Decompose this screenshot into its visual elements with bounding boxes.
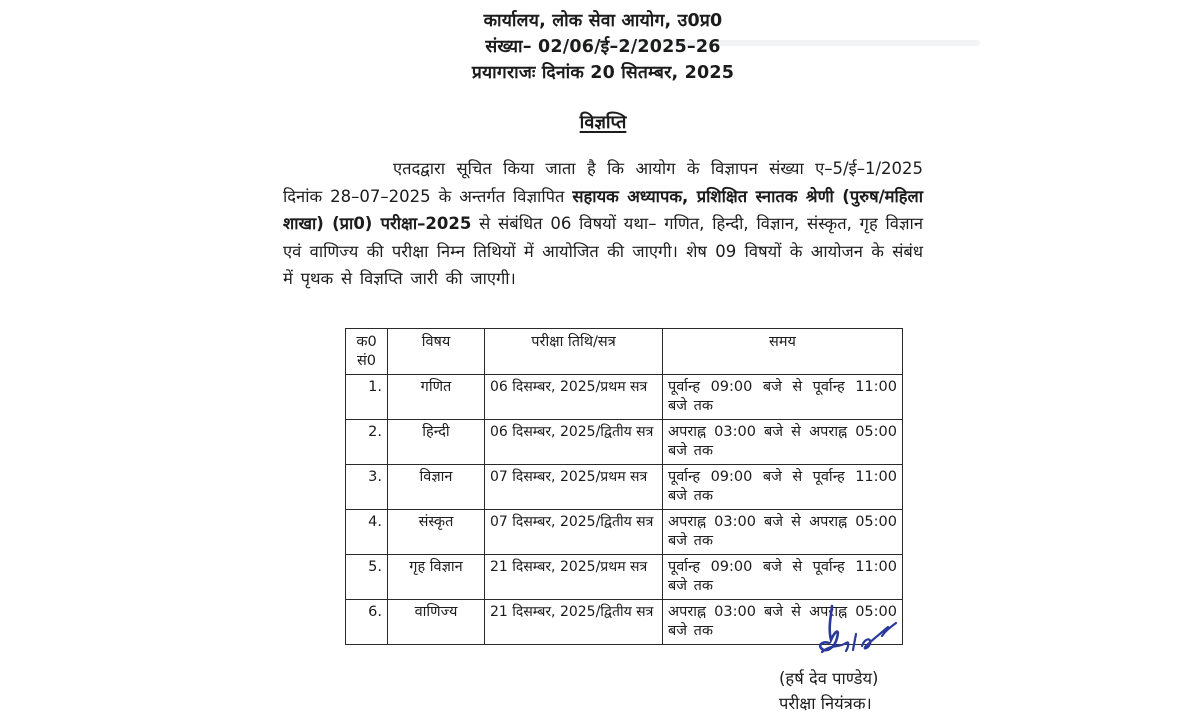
signature-scribble: [798, 596, 902, 672]
row-sn: 2.: [346, 420, 388, 465]
row-time: पूर्वान्ह 09:00 बजे से पूर्वान्ह 11:00 बजे तक: [663, 375, 903, 420]
row-sn: 1.: [346, 375, 388, 420]
signer-designation: परीक्षा नियंत्रक।: [779, 694, 872, 713]
row-subject: गणित: [388, 375, 485, 420]
row-time: अपराह्न 03:00 बजे से अपराह्न 05:00 बजे तक: [663, 510, 903, 555]
table-row: [346, 555, 903, 600]
row-time: अपराह्न 03:00 बजे से अपराह्न 05:00 बजे तक: [663, 420, 903, 465]
header-sn-line2: सं0: [356, 353, 377, 369]
row-sn: 3.: [346, 465, 388, 510]
para-segment: एतदद्वारा सूचित किया जाता है कि आयोग के विज्ञापन संख्या ए–5/ई–1/2025 दिनांक 28–07–2025 के अन्तर्गत विज्ञापित: [283, 159, 923, 206]
row-date-session: 21 दिसम्बर, 2025/द्वितीय सत्र: [485, 600, 663, 645]
row-date-session: 07 दिसम्बर, 2025/प्रथम सत्र: [485, 465, 663, 510]
header-number-line: संख्या– 02/06/ई–2/2025–26: [485, 37, 721, 57]
doc-header: [283, 8, 923, 86]
row-date-session: 21 दिसम्बर, 2025/प्रथम सत्र: [485, 555, 663, 600]
notice-paragraph: [283, 155, 923, 293]
row-time: पूर्वान्ह 09:00 बजे से पूर्वान्ह 11:00 बजे तक: [663, 465, 903, 510]
header-cell-sn: [346, 329, 388, 375]
row-date-session: 06 दिसम्बर, 2025/द्वितीय सत्र: [485, 420, 663, 465]
row-subject: विज्ञान: [388, 465, 485, 510]
para-segment-bold: सहायक अध्यापक, प्रशिक्षित स्नातक श्रेणी (पुरुष/महिला शाखा) (प्रा0) परीक्षा–2025: [283, 186, 923, 233]
row-sn: 5.: [346, 555, 388, 600]
row-time: अपराह्न 03:00 बजे से अपराह्न 05:00 बजे तक: [663, 600, 903, 645]
para-segment: से संबंधित 06 विषयों यथा– गणित, हिन्दी, विज्ञान, संस्कृत, गृह विज्ञान एवं वाणिज्य की परीक्षा निम्न तिथियों में आयोजित की जाएगी। शेष 09 विषयों के आयोजन के संबंध में पृथक से विज्ञप्ति जारी की जाएगी।: [283, 214, 923, 288]
row-date-session: 07 दिसम्बर, 2025/द्वितीय सत्र: [485, 510, 663, 555]
table-row: [346, 420, 903, 465]
header-place-date-line: प्रयागराजः दिनांक 20 सितम्बर, 2025: [471, 63, 735, 83]
header-cell-subject: विषय: [388, 329, 485, 375]
row-subject: गृह विज्ञान: [388, 555, 485, 600]
header-sn-line1: क0: [356, 334, 377, 350]
signer-name: (हर्ष देव पाण्डेय): [779, 669, 879, 688]
row-subject: वाणिज्य: [388, 600, 485, 645]
row-subject: हिन्दी: [388, 420, 485, 465]
notice-title-wrap: [283, 110, 923, 134]
row-subject: संस्कृत: [388, 510, 485, 555]
row-sn: 4.: [346, 510, 388, 555]
table-header-row: [346, 329, 903, 375]
header-office-line: कार्यालय, लोक सेवा आयोग, उ0प्र0: [483, 11, 723, 31]
signature-block: [779, 666, 878, 716]
header-cell-date-session: परीक्षा तिथि/सत्र: [485, 329, 663, 375]
signature-stroke: [820, 606, 838, 650]
table-row: [346, 465, 903, 510]
notice-title: विज्ञप्ति: [579, 112, 627, 133]
table-row: [346, 375, 903, 420]
row-date-session: 06 दिसम्बर, 2025/प्रथम सत्र: [485, 375, 663, 420]
row-sn: 6.: [346, 600, 388, 645]
header-cell-time: समय: [663, 329, 903, 375]
row-time: पूर्वान्ह 09:00 बजे से पूर्वान्ह 11:00 बजे तक: [663, 555, 903, 600]
table-row: [346, 510, 903, 555]
